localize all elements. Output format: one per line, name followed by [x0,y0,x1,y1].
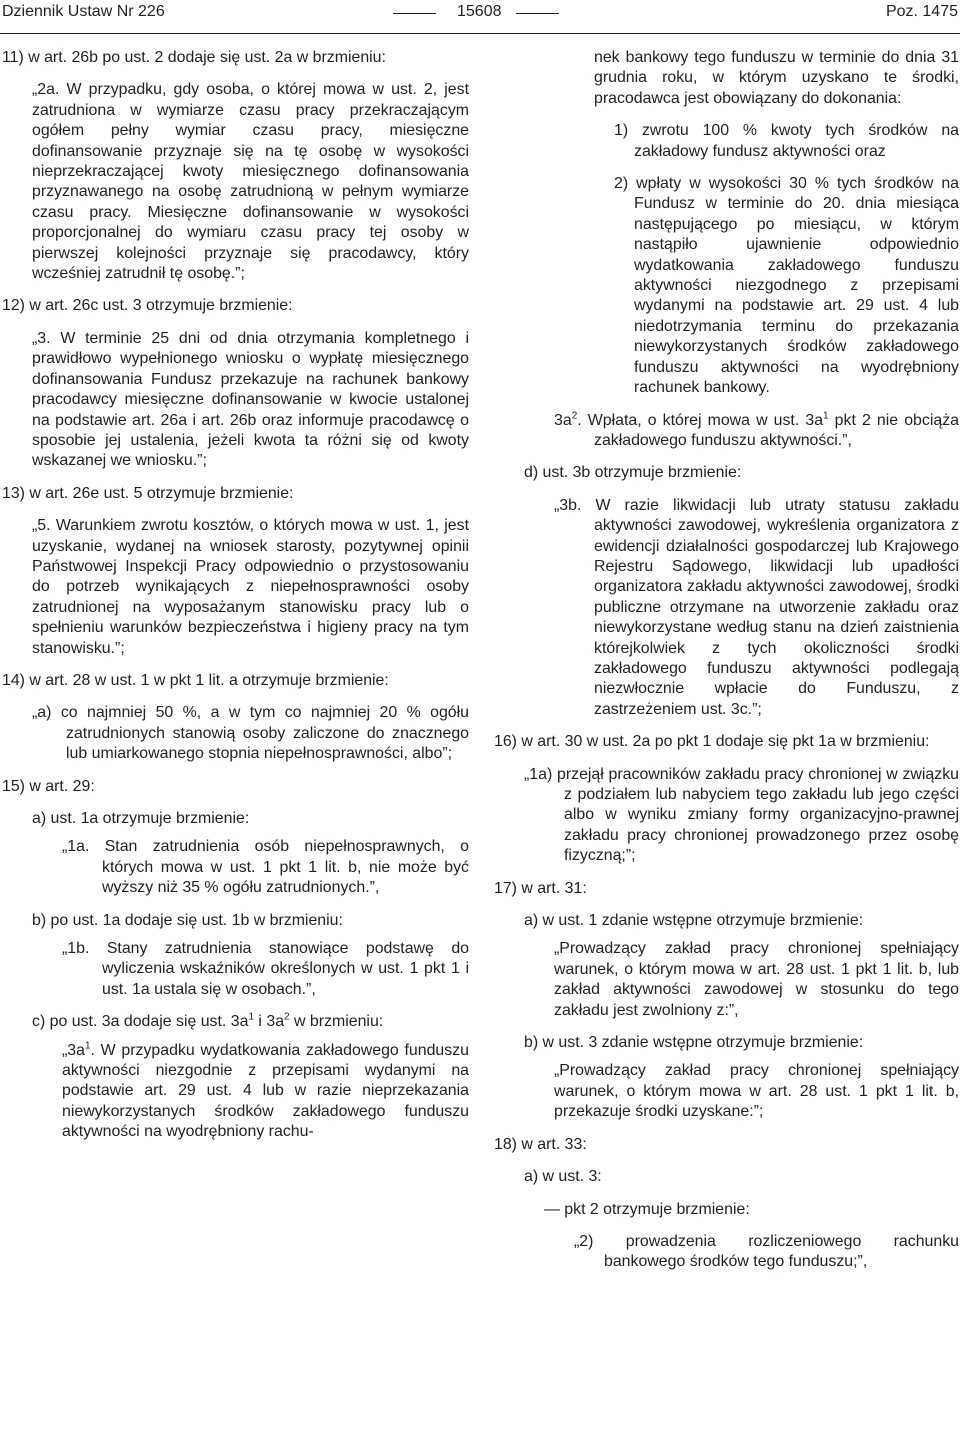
quote-1b: „1b. Stany zatrudnienia stanowiące podstawę do wyliczenia wskaźników określonych w ust. 1 pkt 1 i ust. 1a ustala się w osobach.”, [62,940,469,998]
right-column [494,48,959,1273]
header-dash-left [393,13,436,14]
quote-1a: „1a. Stan zatrudnienia osób niepełnosprawnych, o których mowa w ust. 1 pkt 1 lit. b, nie może być wyższy niż 35 % ogółu zatrudnionych.”, [62,838,469,897]
item-18-a-dash: — pkt 2 otrzymuje brzmienie: [544,1200,750,1218]
item-15-c: c) po ust. 3a dodaje się ust. $3a^1$ i $3a^2$ w brzmieniu: [32,1011,384,1031]
quote-3b: „3b. W razie likwidacji lub utraty statusu zakładu aktywności zawodowej, wykreślenia organizatora z ewidencji działalności gospodarczej lub Krajowego Rejestru Sądowego, likwidacji lub upadłości organizatora zakładu aktywności zawodowej, środki publiczne otrzymane na utworzenie zakładu oraz niewykorzystane według stanu na dzień zaistnienia którejkolwiek z tych okoliczności środki zakładowego funduszu aktywności podlegają niezwłocznie wpłacie do Funduszu, z zastrzeżeniem ust. 3c.”; [554,496,959,718]
quote-3: „3. W terminie 25 dni od dnia otrzymania kompletnego i prawidłowo wypełnionego wniosku o wypłatę miesięcznego dofinansowania Fundusz przekazuje na rachunek bankowy pracodawcy miesięczne dofinansowanie w kwocie ustalonej na podstawie art. 26a i art. 26b oraz informuje pracodawcę o sposobie jej ustalenia, jeżeli kwota ta różni się od kwoty wskazanej we wniosku.”; [32,329,469,470]
item-11: 11) w art. 26b po ust. 2 dodaje się ust. 2a w brzmieniu: [2,49,386,66]
quote-pkt-2: „2) prowadzenia rozliczeniowego rachunku bankowego środków tego funduszu;”, [574,1232,959,1271]
item-15-a: a) ust. 1a otrzymuje brzmienie: [32,810,250,827]
quote-5: „5. Warunkiem zwrotu kosztów, o których mowa w ust. 1, jest uzyskanie, wydanej na wniosek starosty, pozytywnej opinii Państwowej Inspekcji Pracy odpowiednio o przystosowaniu do potrzeb wynikających z niepełnosprawności osoby zatrudnionej na wyposażanym stanowisku pracy lub o spełnieniu warunków bezpieczeństwa i higieny pracy na tym stanowisku.”; [32,517,469,657]
item-14: 14) w art. 28 w ust. 1 w pkt 1 lit. a otrzymuje brzmienie: [2,671,389,689]
quote-1a-art30: „1a) przejął pracowników zakładu pracy chronionej w związku z podziałem lub nabyciem tego zakładu lub jego części albo w wyniku zmiany formy organizacyjno-prawnej zakładu pracy chronionej prowadzonego przez osobę fizyczną;”; [524,765,959,865]
quote-3a1: $„3a^1$. W przypadku wydatkowania zakładowego funduszu aktywności niezgodnie z przepisami wydanymi na podstawie art. 29 ust. 4 lub w razie nieprzekazania niewykorzystanych środków zakładowego funduszu aktywności na wyodrębniony rachu- [62,1040,469,1141]
page-number: 15608 [457,3,502,20]
item-13: 13) w art. 26e ust. 5 otrzymuje brzmienie: [2,484,294,502]
item-12: 12) w art. 26c ust. 3 otrzymuje brzmienie: [2,297,293,315]
item-17-a: a) w ust. 1 zdanie wstępne otrzymuje brzmienie: [524,912,864,930]
quote-intro-1: „Prowadzący zakład pracy chronionej spełniający warunek, o którym mowa w art. 28 ust. 1 pkt 1 lit. b, lub zakład aktywności zawodowej w stosunku do tego zakładu jest zwolniony z:”, [554,940,959,1019]
item-18: 18) w art. 33: [494,1135,587,1153]
position-number: Poz. 1475 [885,3,958,20]
item-18-a: a) w ust. 3: [524,1168,602,1186]
quote-3a1-point-2: 2) wpłaty w wysokości 30 % tych środków na Fundusz w terminie do 20. dnia miesiąca następującego po miesiącu, w którym nastąpiło ujawnienie odpowiednio wydatkowania zakładowego funduszu aktywności niezgodnego z przepisami wydanymi na podstawie art. 29 ust. 4 lub niedotrzymania terminu do przekazania niewykorzystanych środków zakładowego funduszu aktywności na wyodrębniony rachunek bankowy. [614,175,959,397]
journal-title: Dziennik Ustaw Nr 226 [2,3,165,20]
quote-a: „a) co najmniej 50 %, a w tym co najmniej 20 % ogółu zatrudnionych stanowią osoby zaliczone do znacznego lub umiarkowanego stopnia niepełnosprawności, albo”; [32,704,469,763]
item-15-d: d) ust. 3b otrzymuje brzmienie: [524,464,742,482]
item-17-b: b) w ust. 3 zdanie wstępne otrzymuje brzmienie: [524,1034,864,1052]
quote-3a1-cont: nek bankowy tego funduszu w terminie do dnia 31 grudnia roku, w którym uzyskano te środki, pracodawca jest obowiązany do dokonania: [594,49,959,107]
header-dash-right [516,13,559,14]
item-15: 15) w art. 29: [2,777,95,795]
quote-2a: „2a. W przypadku, gdy osoba, o której mowa w ust. 2, jest zatrudniona w wymiarze czasu pracy przekraczającym ogółem pełny wymiar czasu pracy, miesięczne dofinansowanie przyznaje się na tę osobę w wysokości nieprzekraczającej kwoty miesięcznego dofinansowania przyznawanego na osobę zatrudnioną w pełnym wymiarze czasu pracy. Miesięczne dofinansowanie w wysokości proporcjonalnej do wymiaru czasu pracy tej osoby w pierwszej kolejności przyznaje się pracodawcy, który wcześniej zatrudnił tę osobę.”; [32,81,469,283]
item-16: 16) w art. 30 w ust. 2a po pkt 1 dodaje się pkt 1a w brzmieniu: [494,733,930,751]
quote-3a1-point-1: 1) zwrotu 100 % kwoty tych środków na zakładowy fundusz aktywności oraz [614,122,959,160]
item-15-b: b) po ust. 1a dodaje się ust. 1b w brzmieniu: [32,911,343,929]
quote-3a2: $3a^2$. Wpłata, o której mowa w ust. $3a^1$ pkt 2 nie obciąża zakładowego funduszu aktywności.”, [554,410,959,449]
left-column [2,48,469,1143]
quote-intro-3: „Prowadzący zakład pracy chronionej spełniający warunek, o którym mowa w art. 28 ust. 1 pkt 1 lit. b, przekazuje środki uzyskane:”; [554,1062,959,1121]
header-rule [0,33,960,34]
item-17: 17) w art. 31: [494,879,587,897]
